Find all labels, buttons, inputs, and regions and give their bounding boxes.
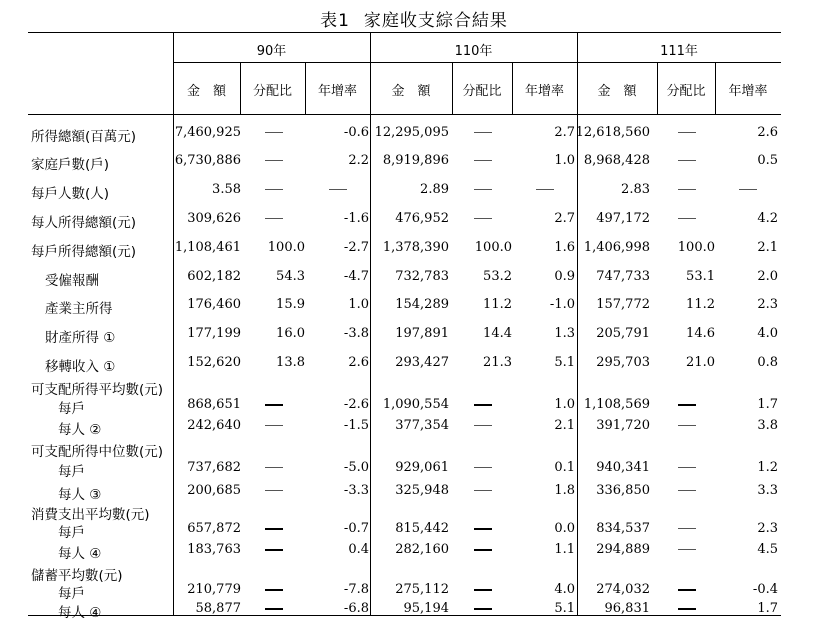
row-label: 每戶 (58, 464, 85, 480)
cell-growth: 1.8 (554, 483, 575, 498)
header-bottom-rule (28, 114, 781, 115)
cell-amount: 294,889 (596, 542, 650, 557)
dash-mark (474, 189, 492, 190)
row-label: 每人 ② (58, 422, 102, 438)
cell-growth: 4.2 (757, 211, 778, 226)
cell-amount: 176,460 (187, 297, 241, 312)
cell-amount: 1,090,554 (382, 397, 449, 412)
cell-growth: 1.0 (554, 153, 575, 168)
cell-growth: 2.7 (554, 125, 575, 140)
subheader-growth: 年增率 (728, 84, 768, 99)
cell-amount: 834,537 (596, 521, 650, 536)
subheader-amount: 金 額 (186, 84, 226, 99)
cell-growth: 0.5 (757, 153, 778, 168)
row-label: 財產所得 ① (45, 330, 116, 346)
row-label: 每人 ④ (58, 605, 102, 621)
cell-amount: 732,783 (395, 269, 449, 284)
cell-amount: 274,032 (596, 582, 650, 597)
dash-mark (265, 189, 283, 190)
row-label: 每人 ③ (58, 487, 102, 503)
cell-share: 54.3 (276, 269, 305, 284)
top-rule (28, 32, 781, 33)
cell-amount: 58,877 (195, 601, 241, 616)
cell-growth: -3.3 (343, 483, 369, 498)
subheader-amount: 金 額 (391, 84, 431, 99)
table-title (0, 6, 828, 31)
cell-amount: 197,891 (395, 326, 449, 341)
cell-amount: 336,850 (596, 483, 650, 498)
cell-growth: 2.2 (348, 153, 369, 168)
cell-share: 14.4 (483, 326, 512, 341)
cell-amount: 177,199 (187, 326, 241, 341)
cell-growth: 2.6 (757, 125, 778, 140)
cell-share: 100.0 (474, 240, 512, 255)
cell-amount: 8,919,896 (382, 153, 449, 168)
cell-growth: -1.5 (343, 418, 369, 433)
cell-amount: 12,618,560 (575, 125, 650, 140)
row-label: 每戶人數(人) (31, 186, 110, 202)
cell-growth: 3.3 (757, 483, 778, 498)
group-header-rule (173, 62, 781, 63)
cell-amount: 929,061 (395, 460, 449, 475)
row-label: 每戶 (58, 586, 85, 602)
cell-growth: 2.3 (757, 521, 778, 536)
row-label: 移轉收入 ① (45, 359, 116, 375)
cell-growth: 5.1 (554, 355, 575, 370)
cell-growth: 4.0 (757, 326, 778, 341)
subheader-amount: 金 額 (597, 84, 637, 99)
cell-amount: 295,703 (596, 355, 650, 370)
row-label: 可支配所得中位數(元) (31, 444, 164, 460)
cell-amount: 1,108,461 (174, 240, 241, 255)
cell-share (240, 182, 307, 197)
cell-growth: -2.6 (343, 397, 369, 412)
cell-growth: 0.4 (348, 542, 369, 557)
cell-share: 21.3 (483, 355, 512, 370)
cell-amount: 737,682 (187, 460, 241, 475)
cell-growth: 1.3 (554, 326, 575, 341)
cell-amount: 747,733 (596, 269, 650, 284)
cell-growth: 1.6 (554, 240, 575, 255)
cell-share: 15.9 (276, 297, 305, 312)
cell-amount: 205,791 (596, 326, 650, 341)
cell-amount: 8,968,428 (583, 153, 650, 168)
row-label: 產業主所得 (45, 301, 113, 317)
cell-growth (715, 182, 780, 197)
cell-amount: 1,406,998 (583, 240, 650, 255)
cell-growth: -5.0 (343, 460, 369, 475)
row-label: 儲蓄平均數(元) (31, 568, 123, 584)
cell-amount: 7,460,925 (174, 125, 241, 140)
cell-share: 11.2 (483, 297, 512, 312)
cell-growth: -6.8 (343, 601, 369, 616)
cell-growth: -7.8 (343, 582, 369, 597)
cell-amount: 2.83 (621, 182, 650, 197)
cell-amount: 282,160 (395, 542, 449, 557)
cell-share: 21.0 (686, 355, 715, 370)
cell-amount: 497,172 (596, 211, 650, 226)
group-header-111: 111年 (660, 44, 698, 59)
cell-growth: -0.4 (752, 582, 778, 597)
cell-growth: 1.2 (757, 460, 778, 475)
cell-growth: 2.3 (757, 297, 778, 312)
dash-mark (739, 189, 757, 190)
dash-mark (678, 189, 696, 190)
cell-amount: 1,378,390 (382, 240, 449, 255)
cell-amount: 95,194 (403, 601, 449, 616)
cell-share: 100.0 (267, 240, 305, 255)
cell-amount: 242,640 (187, 418, 241, 433)
cell-amount: 3.58 (212, 182, 241, 197)
cell-share: 11.2 (686, 297, 715, 312)
cell-amount: 6,730,886 (174, 153, 241, 168)
cell-share: 53.1 (686, 269, 715, 284)
cell-amount: 815,442 (395, 521, 449, 536)
cell-growth: 2.1 (757, 240, 778, 255)
cell-amount: 275,112 (395, 582, 449, 597)
cell-growth: 3.8 (757, 418, 778, 433)
cell-amount: 183,763 (187, 542, 241, 557)
cell-amount: 476,952 (395, 211, 449, 226)
table-title-text: 家庭收支綜合結果 (363, 11, 508, 31)
cell-growth: 1.7 (757, 397, 778, 412)
subheader-share: 分配比 (666, 84, 706, 99)
table-number: 表1 (320, 11, 350, 31)
cell-amount: 657,872 (187, 521, 241, 536)
row-label: 家庭戶數(戶) (31, 157, 110, 173)
cell-growth: -4.7 (343, 269, 369, 284)
dash-mark (329, 189, 347, 190)
cell-growth: 0.9 (554, 269, 575, 284)
group-header-90: 90年 (256, 44, 287, 59)
cell-growth: 5.1 (554, 601, 575, 616)
subheader-growth: 年增率 (317, 84, 357, 99)
cell-growth: 2.7 (554, 211, 575, 226)
cell-amount: 2.89 (420, 182, 449, 197)
cell-amount: 1,108,569 (583, 397, 650, 412)
row-label: 可支配所得平均數(元) (31, 382, 164, 398)
cell-growth: 2.6 (348, 355, 369, 370)
cell-growth: -0.7 (343, 521, 369, 536)
row-label: 每戶 (58, 525, 85, 541)
cell-growth: 1.0 (554, 397, 575, 412)
row-label: 每人 ④ (58, 546, 102, 562)
cell-amount: 210,779 (187, 582, 241, 597)
cell-amount: 157,772 (596, 297, 650, 312)
cell-amount: 200,685 (187, 483, 241, 498)
cell-growth: 1.0 (348, 297, 369, 312)
cell-growth: 1.1 (554, 542, 575, 557)
cell-growth: 0.1 (554, 460, 575, 475)
cell-amount: 96,831 (604, 601, 650, 616)
cell-growth: 2.0 (757, 269, 778, 284)
cell-growth: 0.8 (757, 355, 778, 370)
cell-amount: 377,354 (395, 418, 449, 433)
cell-amount: 940,341 (596, 460, 650, 475)
cell-growth: 1.7 (757, 601, 778, 616)
cell-growth: -1.0 (549, 297, 575, 312)
cell-growth: 0.0 (554, 521, 575, 536)
cell-share: 16.0 (276, 326, 305, 341)
cell-amount: 152,620 (187, 355, 241, 370)
cell-share: 100.0 (677, 240, 715, 255)
cell-amount: 391,720 (596, 418, 650, 433)
cell-amount: 293,427 (395, 355, 449, 370)
row-label: 消費支出平均數(元) (31, 507, 150, 523)
row-label: 受僱報酬 (45, 273, 99, 289)
cell-share (657, 182, 717, 197)
cell-share: 14.6 (686, 326, 715, 341)
subheader-growth: 年增率 (524, 84, 564, 99)
cell-share: 53.2 (483, 269, 512, 284)
cell-growth: -3.8 (343, 326, 369, 341)
row-label: 每人所得總額(元) (31, 215, 137, 231)
row-label: 每戶所得總額(元) (31, 244, 137, 260)
cell-share (452, 182, 514, 197)
cell-amount: 602,182 (187, 269, 241, 284)
cell-growth: 2.1 (554, 418, 575, 433)
cell-amount: 309,626 (187, 211, 241, 226)
cell-share: 13.8 (276, 355, 305, 370)
subheader-share: 分配比 (252, 84, 292, 99)
cell-growth: -2.7 (343, 240, 369, 255)
cell-growth: 4.0 (554, 582, 575, 597)
cell-amount: 154,289 (395, 297, 449, 312)
cell-amount: 868,651 (187, 397, 241, 412)
cell-amount: 12,295,095 (374, 125, 449, 140)
group-header-110: 110年 (454, 44, 493, 59)
row-label: 所得總額(百萬元) (31, 129, 137, 145)
cell-amount: 325,948 (395, 483, 449, 498)
cell-growth: 4.5 (757, 542, 778, 557)
cell-growth: -0.6 (343, 125, 369, 140)
cell-growth: -1.6 (343, 211, 369, 226)
row-label: 每戶 (58, 401, 85, 417)
subheader-share: 分配比 (462, 84, 502, 99)
